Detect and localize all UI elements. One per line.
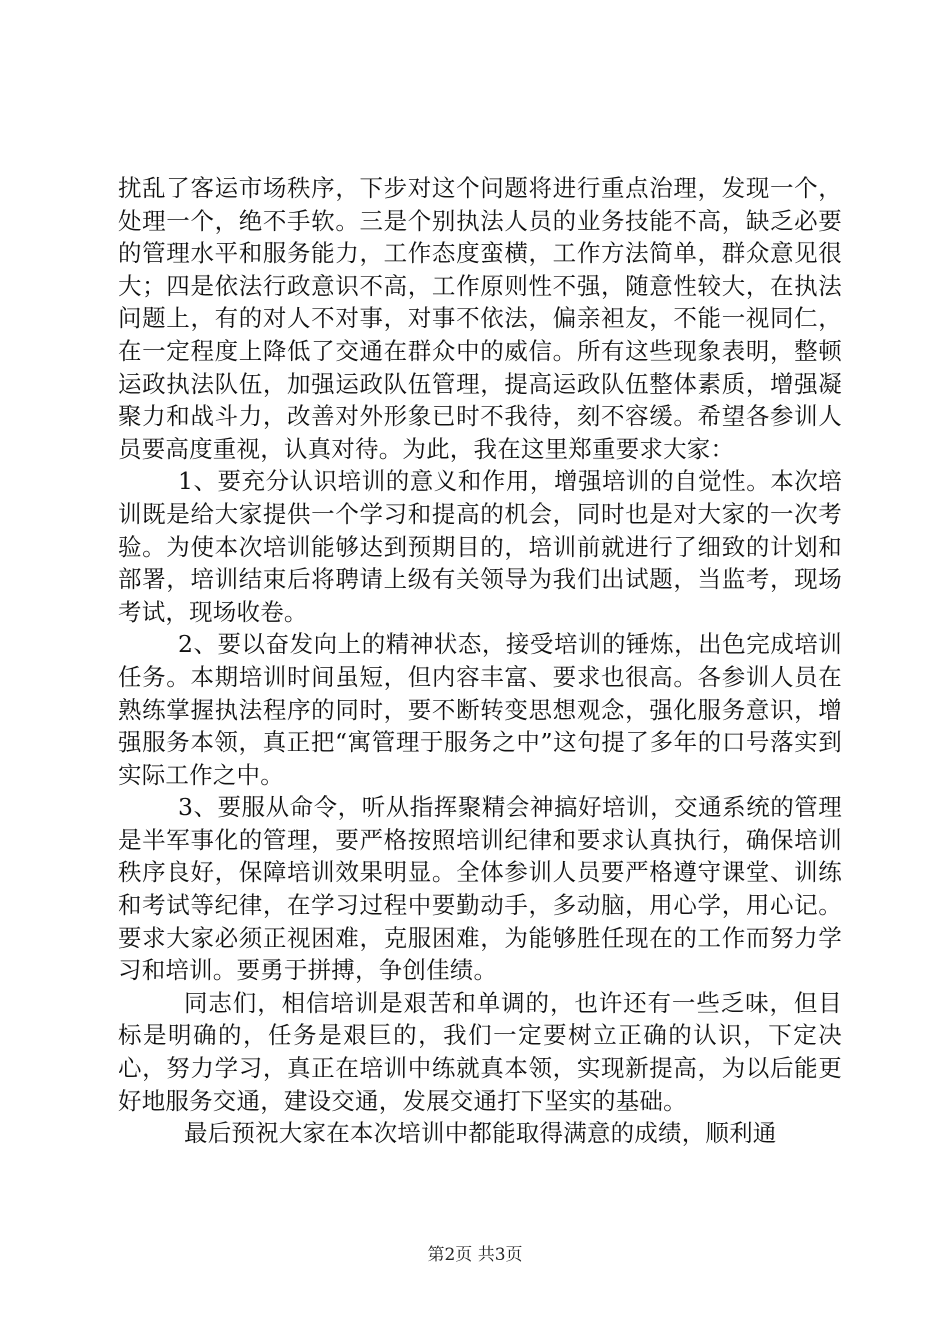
paragraph-item-2: 2、要以奋发向上的精神状态，接受培训的锤炼，出色完成培训任务。本期培训时间虽短，但内容丰富、要求也很高。各参训人员在熟练掌握执法程序的同时，要不断转变思想观念，强化服务意识，增强服务本领，真正把“寓管理于服务之中”这句提了多年的口号落实到实际工作之中。 [118,630,842,789]
paragraph-continuation: 扰乱了客运市场秩序，下步对这个问题将进行重点治理，发现一个，处理一个，绝不手软。三是个别执法人员的业务技能不高，缺乏必要的管理水平和服务能力，工作态度蛮横，工作方法简单，群众意见很大；四是依法行政意识不高，工作原则性不强，随意性较大，在执法问题上，有的对人不对事，对事不依法，偏亲袒友，不能一视同仁，在一定程度上降低了交通在群众中的威信。所有这些现象表明，整顿运政执法队伍，加强运政队伍管理，提高运政队伍整体素质，增强凝聚力和战斗力，改善对外形象已时不我待，刻不容缓。希望各参训人员要高度重视，认真对待。为此，我在这里郑重要求大家： [118,174,842,463]
paragraph-item-1: 1、要充分认识培训的意义和作用，增强培训的自觉性。本次培训既是给大家提供一个学习和提高的机会，同时也是对大家的一次考验。为使本次培训能够达到预期目的，培训前就进行了细致的计划和部署，培训结束后将聘请上级有关领导为我们出试题，当监考，现场考试，现场收卷。 [118,467,842,626]
paragraph-closing: 最后预祝大家在本次培训中都能取得满意的成绩，顺利通 [184,1119,777,1148]
document-body [118,172,842,1150]
page-number-footer: 第2页 共3页 [427,1245,523,1265]
paragraph-item-3: 3、要服从命令，听从指挥聚精会神搞好培训，交通系统的管理是半军事化的管理，要严格按照培训纪律和要求认真执行，确保培训秩序良好，保障培训效果明显。全体参训人员要严格遵守课堂、训练和考试等纪律，在学习过程中要勤动手，多动脑，用心学，用心记。要求大家必须正视困难，克服困难，为能够胜任现在的工作而努力学习和培训。要勇于拼搏，争创佳绩。 [118,793,842,985]
paragraph-comrades: 同志们，相信培训是艰苦和单调的，也许还有一些乏味，但目标是明确的，任务是艰巨的，我们一定要树立正确的认识，下定决心，努力学习，真正在培训中练就真本领，实现新提高，为以后能更好地服务交通，建设交通，发展交通打下坚实的基础。 [118,988,842,1115]
